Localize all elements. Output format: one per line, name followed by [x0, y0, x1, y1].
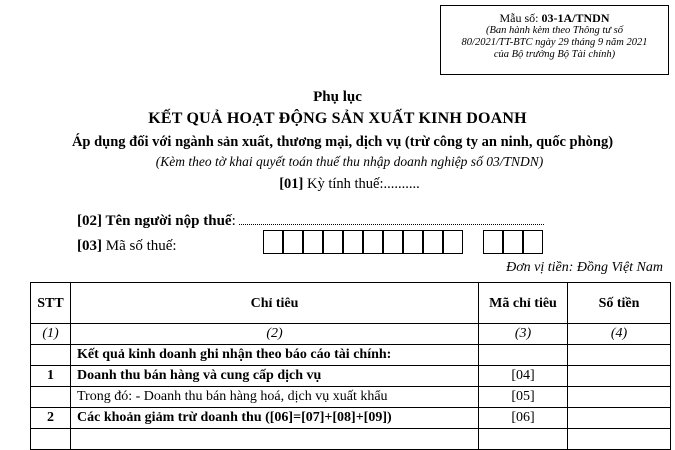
row-label: Các khoản giảm trừ doanh thu ([06]=[07]+[08]+[09]) [71, 408, 479, 429]
col-index: (2) [71, 324, 479, 345]
col-header-indicator: Chỉ tiêu [71, 283, 479, 324]
row-amount[interactable] [568, 345, 671, 366]
table-row [31, 429, 671, 450]
tax-period-code: [01] [279, 176, 304, 192]
col-index: (1) [31, 324, 71, 345]
col-header-stt: STT [31, 283, 71, 324]
appendix-label: Phụ lục [313, 89, 362, 105]
tax-id-branch-box[interactable] [503, 230, 523, 254]
tax-id-text: Mã số thuế: [102, 238, 177, 254]
tax-id-digit-box[interactable] [423, 230, 443, 254]
page-title: KẾT QUẢ HOẠT ĐỘNG SẢN XUẤT KINH DOANH [148, 110, 527, 127]
row-label [71, 429, 479, 450]
tax-id-digit-box[interactable] [363, 230, 383, 254]
tax-period-field[interactable] [12, 176, 675, 193]
tax-id-digit-box[interactable] [323, 230, 343, 254]
row-code [479, 429, 568, 450]
attachment-note: (Kèm theo tờ khai quyết toán thuế thu nhập doanh nghiệp số 03/TNDN) [155, 154, 544, 169]
tax-id-digit-box[interactable] [383, 230, 403, 254]
column-index-row [31, 324, 671, 345]
row-amount[interactable] [568, 408, 671, 429]
tax-period-label: Kỳ tính thuế:.......... [303, 176, 420, 192]
tax-id-digit-box[interactable] [343, 230, 363, 254]
row-stt [31, 387, 71, 408]
form-issuance-line2: 80/2021/TT-BTC ngày 29 tháng 9 năm 2021 [461, 37, 648, 48]
table-row [31, 366, 671, 387]
tax-id-label [77, 238, 177, 255]
row-stt [31, 429, 71, 450]
col-header-code: Mã chỉ tiêu [479, 283, 568, 324]
col-index: (4) [568, 324, 671, 345]
page-subtitle: Áp dụng đối với ngành sản xuất, thương mại, dịch vụ (trừ công ty an ninh, quốc phòng) [71, 134, 614, 150]
currency-unit: Đơn vị tiền: Đồng Việt Nam [506, 260, 663, 275]
row-amount[interactable] [568, 366, 671, 387]
row-code: [06] [479, 408, 568, 429]
tax-id-branch-box[interactable] [483, 230, 503, 254]
taxpayer-name-field[interactable] [239, 214, 544, 225]
tax-id-digit-box[interactable] [443, 230, 463, 254]
business-results-table [30, 282, 671, 450]
row-code: [05] [479, 387, 568, 408]
row-label: Trong đó: - Doanh thu bán hàng hoá, dịch vụ xuất khẩu [71, 387, 479, 408]
tax-id-digit-box[interactable] [263, 230, 283, 254]
row-stt [31, 345, 71, 366]
form-issuance-line3: của Bộ trưởng Bộ Tài chính) [493, 49, 616, 60]
tax-id-digit-box[interactable] [303, 230, 323, 254]
row-amount[interactable] [568, 387, 671, 408]
row-stt: 1 [31, 366, 71, 387]
taxpayer-name-colon: : [231, 213, 236, 229]
col-index: (3) [479, 324, 568, 345]
tax-id-branch-box[interactable] [523, 230, 543, 254]
row-label: Kết quả kinh doanh ghi nhận theo báo cáo tài chính: [71, 345, 479, 366]
row-code: [04] [479, 366, 568, 387]
form-code-box [440, 5, 669, 75]
row-amount[interactable] [568, 429, 671, 450]
tax-id-digit-box[interactable] [403, 230, 423, 254]
row-stt: 2 [31, 408, 71, 429]
col-header-amount: Số tiền [568, 283, 671, 324]
row-code [479, 345, 568, 366]
form-code-value: 03-1A/TNDN [541, 11, 610, 25]
form-code-prefix: Mẫu số: [499, 11, 542, 25]
row-label: Doanh thu bán hàng và cung cấp dịch vụ [71, 366, 479, 387]
form-issuance-line1: (Ban hành kèm theo Thông tư số [486, 25, 623, 36]
table-header-row [31, 283, 671, 324]
table-row [31, 345, 671, 366]
form-code [441, 12, 668, 25]
taxpayer-name-row [77, 213, 637, 230]
table-row [31, 408, 671, 429]
table-row [31, 387, 671, 408]
taxpayer-name-label: [02] Tên người nộp thuế [77, 213, 232, 229]
tax-id-digit-box[interactable] [283, 230, 303, 254]
tax-id-code: [03] [77, 238, 102, 254]
